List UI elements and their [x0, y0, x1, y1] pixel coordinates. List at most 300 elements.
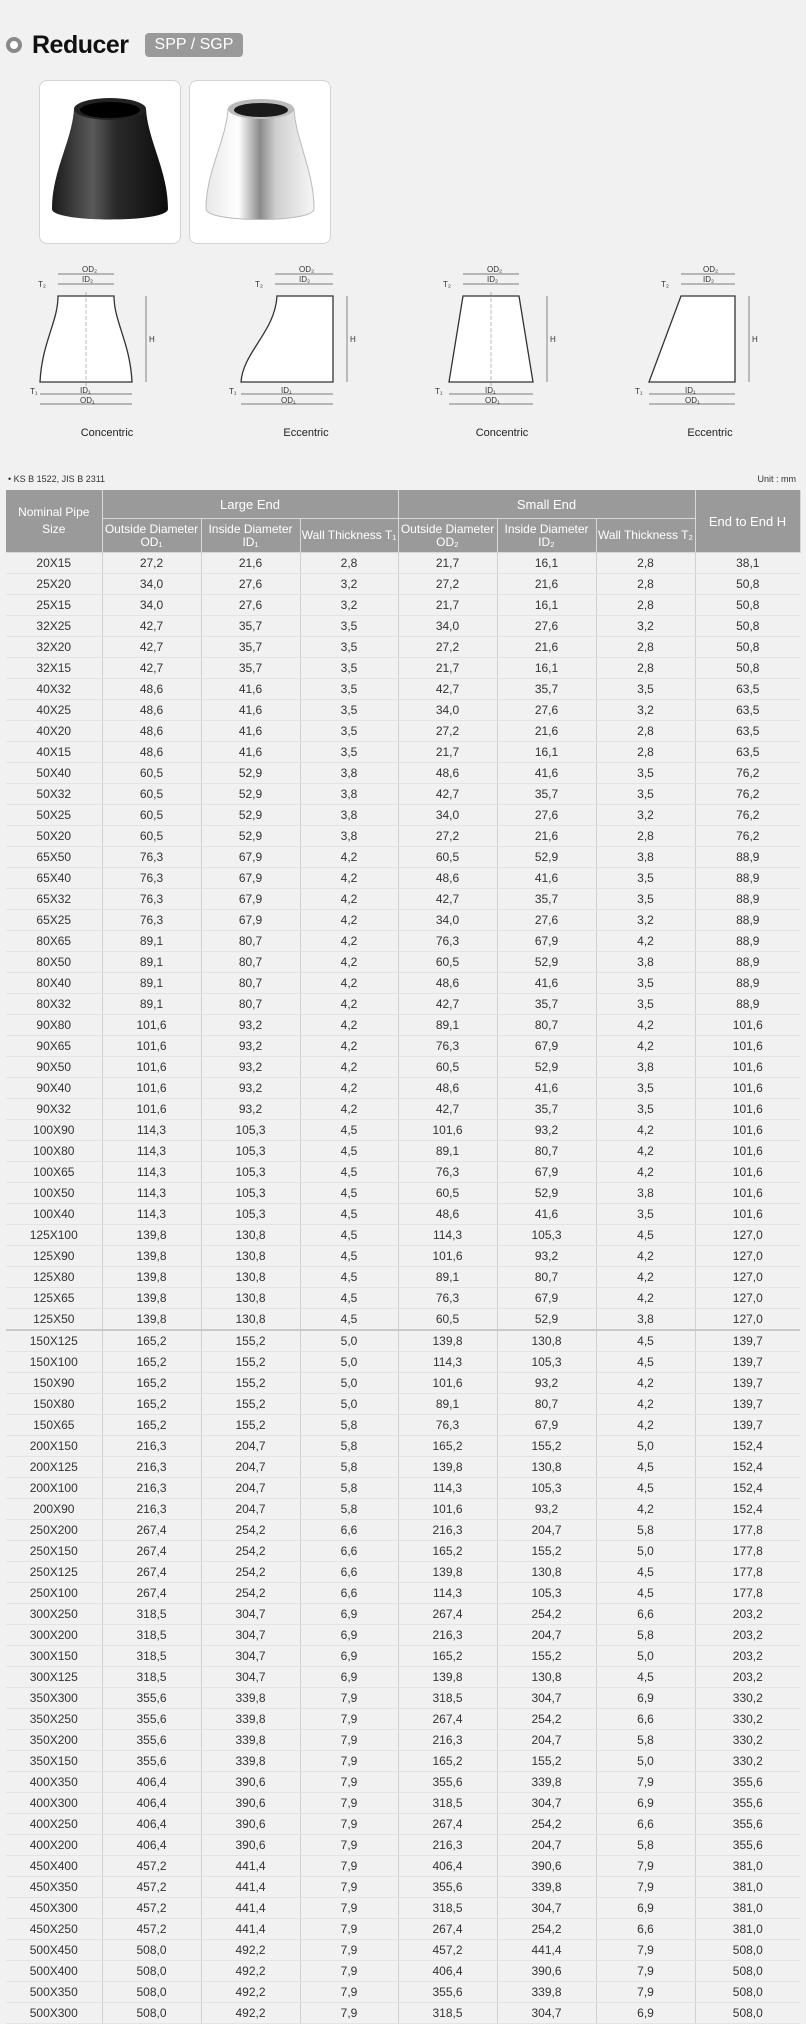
cell-od2: 21,7 — [398, 595, 497, 616]
cell-id2: 16,1 — [497, 595, 596, 616]
cell-od2: 48,6 — [398, 1204, 497, 1225]
cell-size: 450X250 — [6, 1919, 102, 1940]
table-row — [6, 1099, 800, 1120]
cell-h: 330,2 — [695, 1688, 800, 1709]
cell-t2: 7,9 — [596, 1772, 695, 1793]
cell-od1: 60,5 — [102, 784, 201, 805]
cell-od1: 457,2 — [102, 1898, 201, 1919]
cell-size: 50X20 — [6, 826, 102, 847]
cell-id1: 492,2 — [201, 1940, 300, 1961]
cell-id2: 35,7 — [497, 679, 596, 700]
cell-t2: 3,5 — [596, 679, 695, 700]
cell-od1: 76,3 — [102, 910, 201, 931]
cell-od1: 355,6 — [102, 1751, 201, 1772]
cell-id1: 204,7 — [201, 1478, 300, 1499]
cell-id1: 67,9 — [201, 910, 300, 931]
table-row — [6, 1373, 800, 1394]
cell-od2: 406,4 — [398, 1856, 497, 1877]
cell-t1: 3,5 — [300, 679, 398, 700]
cell-id2: 204,7 — [497, 1625, 596, 1646]
table-row — [6, 1015, 800, 1036]
cell-t1: 4,2 — [300, 1099, 398, 1120]
cell-id2: 41,6 — [497, 973, 596, 994]
cell-h: 508,0 — [695, 1940, 800, 1961]
cell-id2: 441,4 — [497, 1940, 596, 1961]
cell-t2: 3,8 — [596, 1057, 695, 1078]
cell-id2: 105,3 — [497, 1583, 596, 1604]
cell-od1: 48,6 — [102, 721, 201, 742]
cell-id1: 105,3 — [201, 1141, 300, 1162]
svg-text:H: H — [149, 335, 155, 344]
cell-t2: 6,9 — [596, 2003, 695, 2024]
cell-od1: 165,2 — [102, 1415, 201, 1436]
header-large-end: Large End — [102, 490, 398, 519]
cell-id2: 339,8 — [497, 1877, 596, 1898]
cell-t2: 2,8 — [596, 553, 695, 574]
cell-size: 450X350 — [6, 1877, 102, 1898]
cell-t2: 6,6 — [596, 1814, 695, 1835]
cell-size: 150X100 — [6, 1352, 102, 1373]
page-header — [6, 30, 243, 60]
cell-id2: 67,9 — [497, 1288, 596, 1309]
cell-t2: 2,8 — [596, 658, 695, 679]
cell-id2: 105,3 — [497, 1352, 596, 1373]
cell-h: 139,7 — [695, 1330, 800, 1352]
cell-id2: 27,6 — [497, 805, 596, 826]
cell-od2: 89,1 — [398, 1141, 497, 1162]
cell-t2: 6,6 — [596, 1709, 695, 1730]
cell-id2: 390,6 — [497, 1961, 596, 1982]
cell-t2: 7,9 — [596, 1940, 695, 1961]
cell-h: 381,0 — [695, 1898, 800, 1919]
table-row — [6, 1457, 800, 1478]
cell-size: 400X250 — [6, 1814, 102, 1835]
cell-t1: 7,9 — [300, 1730, 398, 1751]
cell-h: 88,9 — [695, 973, 800, 994]
cell-id1: 105,3 — [201, 1183, 300, 1204]
cell-id2: 21,6 — [497, 574, 596, 595]
cell-h: 63,5 — [695, 721, 800, 742]
cell-od2: 27,2 — [398, 721, 497, 742]
cell-size: 250X200 — [6, 1520, 102, 1541]
cell-od2: 42,7 — [398, 994, 497, 1015]
cell-size: 100X80 — [6, 1141, 102, 1162]
table-row — [6, 1204, 800, 1225]
cell-od2: 60,5 — [398, 847, 497, 868]
cell-h: 101,6 — [695, 1141, 800, 1162]
cell-id1: 67,9 — [201, 868, 300, 889]
table-row — [6, 1751, 800, 1772]
cell-t1: 6,9 — [300, 1667, 398, 1688]
cell-od2: 267,4 — [398, 1919, 497, 1940]
cell-size: 32X25 — [6, 616, 102, 637]
cell-id2: 155,2 — [497, 1436, 596, 1457]
cell-t1: 4,2 — [300, 847, 398, 868]
cell-id2: 21,6 — [497, 721, 596, 742]
cell-h: 101,6 — [695, 1162, 800, 1183]
cell-od2: 355,6 — [398, 1982, 497, 2003]
svg-text:H: H — [550, 335, 556, 344]
cell-id2: 254,2 — [497, 1919, 596, 1940]
cell-h: 88,9 — [695, 952, 800, 973]
header-end-to-end: End to End H — [695, 490, 800, 553]
cell-od1: 267,4 — [102, 1541, 201, 1562]
white-reducer-photo — [189, 80, 331, 244]
cell-h: 76,2 — [695, 784, 800, 805]
cell-t1: 6,6 — [300, 1562, 398, 1583]
cell-h: 101,6 — [695, 1078, 800, 1099]
cell-t1: 7,9 — [300, 1898, 398, 1919]
cell-od1: 42,7 — [102, 658, 201, 679]
cell-od1: 165,2 — [102, 1373, 201, 1394]
cell-id2: 304,7 — [497, 1898, 596, 1919]
cell-od2: 60,5 — [398, 1057, 497, 1078]
cell-id2: 254,2 — [497, 1814, 596, 1835]
cell-h: 139,7 — [695, 1394, 800, 1415]
cell-od2: 216,3 — [398, 1625, 497, 1646]
cell-t2: 3,5 — [596, 973, 695, 994]
cell-size: 350X300 — [6, 1688, 102, 1709]
cell-od1: 216,3 — [102, 1478, 201, 1499]
table-row — [6, 1898, 800, 1919]
cell-t1: 3,8 — [300, 826, 398, 847]
table-row — [6, 1478, 800, 1499]
cell-od2: 101,6 — [398, 1373, 497, 1394]
cell-t1: 6,6 — [300, 1541, 398, 1562]
cell-h: 381,0 — [695, 1877, 800, 1898]
cell-h: 177,8 — [695, 1520, 800, 1541]
cell-id1: 155,2 — [201, 1330, 300, 1352]
svg-text:ID₁: ID₁ — [485, 386, 496, 395]
header-inside-diameter-id1: Inside Diameter ID₁ — [201, 519, 300, 553]
cell-size: 400X200 — [6, 1835, 102, 1856]
cell-t2: 2,8 — [596, 826, 695, 847]
cell-t1: 4,5 — [300, 1309, 398, 1331]
cell-id2: 52,9 — [497, 1057, 596, 1078]
cell-t1: 3,5 — [300, 721, 398, 742]
cell-t2: 3,8 — [596, 847, 695, 868]
cell-t2: 3,2 — [596, 910, 695, 931]
svg-text:OD₂: OD₂ — [299, 265, 315, 274]
table-row — [6, 1036, 800, 1057]
cell-od2: 34,0 — [398, 616, 497, 637]
table-row — [6, 1415, 800, 1436]
table-row — [6, 1940, 800, 1961]
cell-od2: 48,6 — [398, 763, 497, 784]
cell-od2: 27,2 — [398, 574, 497, 595]
cell-id2: 155,2 — [497, 1751, 596, 1772]
table-row — [6, 1141, 800, 1162]
cell-size: 150X90 — [6, 1373, 102, 1394]
cell-od1: 60,5 — [102, 805, 201, 826]
cell-t1: 3,8 — [300, 763, 398, 784]
cell-t1: 3,5 — [300, 658, 398, 679]
cell-id2: 390,6 — [497, 1856, 596, 1877]
table-row — [6, 1499, 800, 1520]
table-row — [6, 889, 800, 910]
cell-t2: 5,8 — [596, 1520, 695, 1541]
cell-size: 125X50 — [6, 1309, 102, 1331]
cell-t1: 4,5 — [300, 1204, 398, 1225]
cell-od1: 89,1 — [102, 931, 201, 952]
cell-t1: 7,9 — [300, 1814, 398, 1835]
cell-id1: 254,2 — [201, 1583, 300, 1604]
cell-h: 63,5 — [695, 679, 800, 700]
standard-note: • KS B 1522, JIS B 2311 — [8, 474, 106, 484]
cell-od2: 27,2 — [398, 637, 497, 658]
cell-id1: 339,8 — [201, 1730, 300, 1751]
cell-od1: 114,3 — [102, 1120, 201, 1141]
table-row — [6, 679, 800, 700]
table-row — [6, 1078, 800, 1099]
table-row — [6, 910, 800, 931]
cell-size: 400X350 — [6, 1772, 102, 1793]
cell-id2: 16,1 — [497, 658, 596, 679]
cell-id1: 80,7 — [201, 994, 300, 1015]
cell-od2: 406,4 — [398, 1961, 497, 1982]
cell-id1: 52,9 — [201, 763, 300, 784]
cell-id1: 390,6 — [201, 1772, 300, 1793]
table-row — [6, 1793, 800, 1814]
cell-t1: 3,5 — [300, 637, 398, 658]
cell-od1: 139,8 — [102, 1267, 201, 1288]
cell-od1: 267,4 — [102, 1562, 201, 1583]
table-row — [6, 721, 800, 742]
cell-h: 101,6 — [695, 1120, 800, 1141]
cell-id2: 80,7 — [497, 1267, 596, 1288]
cell-h: 88,9 — [695, 931, 800, 952]
cell-t2: 5,0 — [596, 1751, 695, 1772]
cell-od1: 165,2 — [102, 1352, 201, 1373]
cell-t2: 7,9 — [596, 1877, 695, 1898]
cell-id1: 130,8 — [201, 1309, 300, 1331]
cell-od2: 76,3 — [398, 1288, 497, 1309]
header-nominal-pipe-size: Nominal Pipe Size — [6, 490, 102, 553]
diagram-label: Concentric — [475, 427, 529, 439]
table-row — [6, 1267, 800, 1288]
cell-t2: 6,9 — [596, 1793, 695, 1814]
table-row — [6, 1562, 800, 1583]
cell-id1: 35,7 — [201, 637, 300, 658]
cell-id2: 21,6 — [497, 826, 596, 847]
cell-id1: 339,8 — [201, 1709, 300, 1730]
table-row — [6, 616, 800, 637]
cell-size: 20X15 — [6, 553, 102, 574]
cell-od1: 318,5 — [102, 1604, 201, 1625]
cell-t1: 4,2 — [300, 1078, 398, 1099]
cell-od2: 318,5 — [398, 2003, 497, 2024]
cell-t1: 7,9 — [300, 1982, 398, 2003]
cell-t1: 7,9 — [300, 1835, 398, 1856]
cell-od1: 114,3 — [102, 1141, 201, 1162]
cell-od1: 60,5 — [102, 763, 201, 784]
cell-t1: 4,2 — [300, 1057, 398, 1078]
cell-od2: 139,8 — [398, 1330, 497, 1352]
cell-h: 152,4 — [695, 1457, 800, 1478]
cell-od1: 114,3 — [102, 1162, 201, 1183]
cell-id1: 204,7 — [201, 1457, 300, 1478]
cell-size: 500X450 — [6, 1940, 102, 1961]
cell-t1: 4,5 — [300, 1288, 398, 1309]
cell-od1: 216,3 — [102, 1436, 201, 1457]
cell-t2: 2,8 — [596, 742, 695, 763]
page-title: Reducer — [32, 30, 129, 59]
cell-size: 100X40 — [6, 1204, 102, 1225]
cell-h: 203,2 — [695, 1646, 800, 1667]
cell-t2: 4,5 — [596, 1352, 695, 1373]
table-row — [6, 1120, 800, 1141]
cell-od1: 114,3 — [102, 1183, 201, 1204]
cell-od1: 76,3 — [102, 889, 201, 910]
cell-h: 508,0 — [695, 1982, 800, 2003]
cell-id2: 52,9 — [497, 1183, 596, 1204]
cell-t1: 4,2 — [300, 1036, 398, 1057]
table-row — [6, 805, 800, 826]
cell-id2: 105,3 — [497, 1478, 596, 1499]
cell-size: 125X90 — [6, 1246, 102, 1267]
cell-t1: 7,9 — [300, 2003, 398, 2024]
cell-size: 450X400 — [6, 1856, 102, 1877]
cell-od1: 114,3 — [102, 1204, 201, 1225]
table-row — [6, 1246, 800, 1267]
cell-id2: 52,9 — [497, 952, 596, 973]
cell-od2: 267,4 — [398, 1604, 497, 1625]
table-row — [6, 1835, 800, 1856]
cell-id2: 67,9 — [497, 1415, 596, 1436]
cell-id1: 130,8 — [201, 1225, 300, 1246]
cell-h: 88,9 — [695, 868, 800, 889]
cell-t1: 4,5 — [300, 1225, 398, 1246]
table-row — [6, 1961, 800, 1982]
cell-od2: 318,5 — [398, 1793, 497, 1814]
cell-t2: 4,5 — [596, 1225, 695, 1246]
cell-id1: 35,7 — [201, 658, 300, 679]
cell-od2: 42,7 — [398, 784, 497, 805]
cell-od1: 406,4 — [102, 1835, 201, 1856]
cell-t2: 4,2 — [596, 1036, 695, 1057]
cell-id2: 16,1 — [497, 553, 596, 574]
cell-t2: 3,5 — [596, 868, 695, 889]
cell-od1: 42,7 — [102, 637, 201, 658]
cell-t1: 7,9 — [300, 1856, 398, 1877]
cell-size: 150X80 — [6, 1394, 102, 1415]
cell-t2: 4,2 — [596, 1267, 695, 1288]
cell-od1: 508,0 — [102, 1961, 201, 1982]
header-wall-thickness-t1: Wall Thickness T₁ — [300, 519, 398, 553]
cell-od1: 34,0 — [102, 574, 201, 595]
cell-h: 101,6 — [695, 1015, 800, 1036]
concentric-diagram — [32, 262, 182, 442]
cell-od1: 508,0 — [102, 2003, 201, 2024]
cell-size: 350X250 — [6, 1709, 102, 1730]
diagram-label: Eccentric — [687, 427, 733, 439]
cell-od1: 406,4 — [102, 1772, 201, 1793]
table-row — [6, 742, 800, 763]
cell-h: 101,6 — [695, 1183, 800, 1204]
cell-t1: 7,9 — [300, 1919, 398, 1940]
cell-id1: 155,2 — [201, 1415, 300, 1436]
cell-od1: 139,8 — [102, 1225, 201, 1246]
cell-id1: 155,2 — [201, 1373, 300, 1394]
svg-text:ID₁: ID₁ — [685, 386, 696, 395]
cell-t1: 7,9 — [300, 1772, 398, 1793]
table-row — [6, 868, 800, 889]
cell-size: 500X400 — [6, 1961, 102, 1982]
header-outside-diameter-od1: Outside Diameter OD₁ — [102, 519, 201, 553]
cell-od2: 267,4 — [398, 1709, 497, 1730]
cell-h: 63,5 — [695, 742, 800, 763]
cell-od2: 114,3 — [398, 1225, 497, 1246]
cell-id2: 52,9 — [497, 847, 596, 868]
cell-id2: 35,7 — [497, 784, 596, 805]
cell-id2: 339,8 — [497, 1982, 596, 2003]
svg-text:OD₁: OD₁ — [685, 396, 700, 405]
cell-od2: 139,8 — [398, 1667, 497, 1688]
cell-t1: 6,9 — [300, 1646, 398, 1667]
cell-id2: 16,1 — [497, 742, 596, 763]
table-row — [6, 931, 800, 952]
cell-t1: 4,5 — [300, 1162, 398, 1183]
cell-od2: 76,3 — [398, 931, 497, 952]
cell-t2: 6,9 — [596, 1688, 695, 1709]
cell-h: 381,0 — [695, 1919, 800, 1940]
cell-t2: 4,2 — [596, 1415, 695, 1436]
cell-t1: 3,2 — [300, 574, 398, 595]
cell-size: 125X65 — [6, 1288, 102, 1309]
cell-t1: 7,9 — [300, 1793, 398, 1814]
cell-od1: 165,2 — [102, 1394, 201, 1415]
cell-od2: 42,7 — [398, 1099, 497, 1120]
cell-id1: 441,4 — [201, 1877, 300, 1898]
cell-size: 125X100 — [6, 1225, 102, 1246]
cell-od2: 101,6 — [398, 1246, 497, 1267]
table-row — [6, 973, 800, 994]
cell-t1: 6,6 — [300, 1583, 398, 1604]
cell-h: 177,8 — [695, 1562, 800, 1583]
cell-id2: 130,8 — [497, 1667, 596, 1688]
cell-size: 350X150 — [6, 1751, 102, 1772]
cell-t1: 5,8 — [300, 1415, 398, 1436]
table-row — [6, 658, 800, 679]
cell-h: 203,2 — [695, 1667, 800, 1688]
cell-od2: 89,1 — [398, 1267, 497, 1288]
bullet-icon — [6, 37, 22, 53]
cell-size: 65X25 — [6, 910, 102, 931]
cell-id1: 93,2 — [201, 1078, 300, 1099]
cell-t1: 5,0 — [300, 1394, 398, 1415]
cell-size: 65X40 — [6, 868, 102, 889]
cell-t1: 2,8 — [300, 553, 398, 574]
cell-size: 125X80 — [6, 1267, 102, 1288]
cell-id1: 130,8 — [201, 1246, 300, 1267]
table-row — [6, 1162, 800, 1183]
table-row — [6, 1877, 800, 1898]
cell-od2: 216,3 — [398, 1730, 497, 1751]
cell-od2: 101,6 — [398, 1499, 497, 1520]
cell-size: 50X32 — [6, 784, 102, 805]
cell-od1: 457,2 — [102, 1919, 201, 1940]
cell-od1: 508,0 — [102, 1982, 201, 2003]
cell-od2: 165,2 — [398, 1646, 497, 1667]
cell-t2: 2,8 — [596, 574, 695, 595]
cell-t2: 4,2 — [596, 1499, 695, 1520]
cell-id1: 130,8 — [201, 1267, 300, 1288]
table-row — [6, 1520, 800, 1541]
cell-id2: 105,3 — [497, 1225, 596, 1246]
cell-h: 88,9 — [695, 847, 800, 868]
cell-id2: 52,9 — [497, 1309, 596, 1331]
cell-size: 90X65 — [6, 1036, 102, 1057]
